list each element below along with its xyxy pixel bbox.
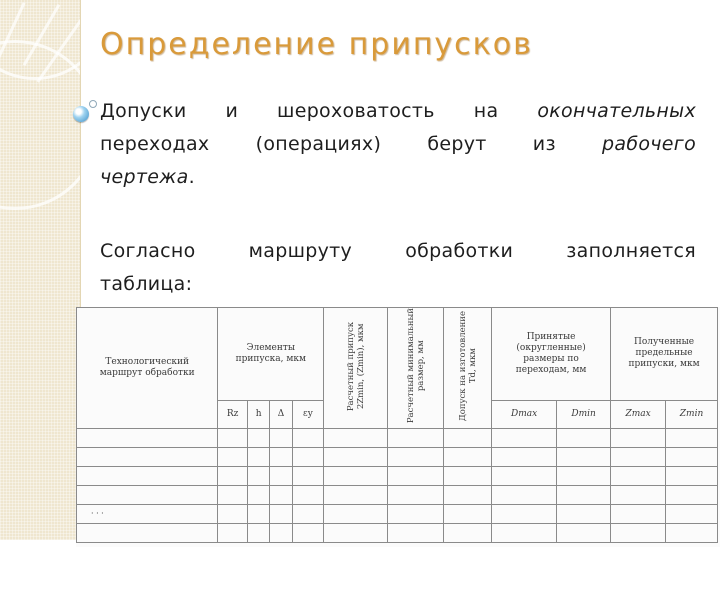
header-calc-allowance <box>324 308 388 429</box>
word: заполняется <box>566 240 697 262</box>
subheader-zmax: Zmax <box>611 400 666 428</box>
word: и <box>225 100 239 122</box>
emphasis-word: рабочего <box>602 133 696 155</box>
paragraph-line <box>100 95 696 128</box>
slide-title: Определение припусков <box>100 27 533 62</box>
paragraph-line <box>100 128 696 161</box>
header-calc-allowance-text: Расчетный припуск 2Zmin, (Zmin), мкм <box>345 321 366 411</box>
header-tolerance-text: Допуск на изготовление Td, мкм <box>457 311 478 422</box>
word: из <box>532 133 556 155</box>
word: берут <box>427 133 487 155</box>
punctuation: . <box>188 166 195 188</box>
emphasis-word: окончательных <box>537 100 696 122</box>
header-calc-min-size-text: Расчетный минимальный размер, мм <box>405 308 426 424</box>
paragraph-route <box>100 235 696 301</box>
stray-mark: · · · <box>77 504 218 523</box>
allowance-table <box>76 307 718 543</box>
header-route: Технологический маршрут обработки <box>77 308 218 429</box>
paragraph-line: таблица: <box>100 273 193 295</box>
subheader-dmax: Dmax <box>492 400 557 428</box>
header-tolerance <box>444 308 492 429</box>
table-row <box>77 429 718 448</box>
word: (операциях) <box>255 133 382 155</box>
header-accepted-sizes: Принятые (округленные) размеры по переходам, мм <box>492 308 611 401</box>
allowance-table-image <box>76 307 720 547</box>
table-row <box>77 504 718 523</box>
paragraph-line <box>100 235 696 268</box>
table-row <box>77 448 718 467</box>
emphasis-word: чертежа <box>100 166 189 188</box>
subheader-dmin: Dmin <box>557 400 611 428</box>
word: на <box>473 100 499 122</box>
paragraph-tolerances <box>100 95 696 194</box>
table-row <box>77 486 718 505</box>
header-calc-min-size <box>388 308 444 429</box>
subheader-eps: εy <box>292 400 324 428</box>
word: переходах <box>100 133 210 155</box>
bullet-ring-icon <box>89 100 97 108</box>
word: Допуски <box>100 100 187 122</box>
subheader-h: h <box>247 400 269 428</box>
decorative-side-strip <box>0 0 80 540</box>
word: Согласно <box>100 240 196 262</box>
word: маршруту <box>248 240 353 262</box>
table-row <box>77 467 718 486</box>
bullet-icon <box>73 106 89 122</box>
subheader-delta: Δ <box>270 400 292 428</box>
word: обработки <box>405 240 514 262</box>
header-elements: Элементы припуска, мкм <box>218 308 324 401</box>
paragraph-line <box>100 161 696 194</box>
subheader-rz: Rz <box>218 400 248 428</box>
subheader-zmin: Zmin <box>666 400 718 428</box>
table-header-row <box>77 308 718 401</box>
header-obtained-allowances: Полученные предельные припуски, мкм <box>611 308 718 401</box>
word: шероховатость <box>277 100 435 122</box>
